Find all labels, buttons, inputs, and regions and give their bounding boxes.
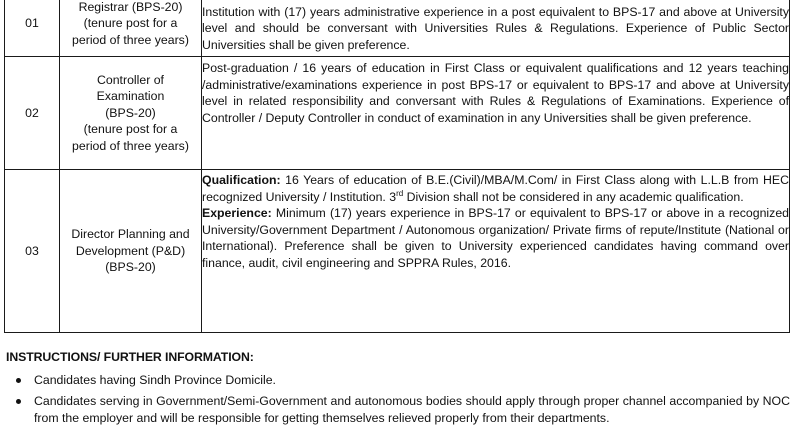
post-title-line: Controller of	[97, 72, 164, 87]
post-title-line: Director Planning and	[71, 227, 190, 242]
criteria-text: Institution with (17) years administrative experience in a post equivalent to BPS-17 and above at University level and should be conversant with Universities Rules & Regulations. Experience of Public Sector Universities shall be given preference.	[202, 4, 789, 52]
qualification-text-continued: Division shall not be considered in any academic qualification.	[406, 189, 744, 204]
post-title-line: (BPS-20)	[105, 105, 156, 120]
experience-label: Experience:	[202, 206, 272, 220]
instruction-text: Candidates having Sindh Province Domicile.	[34, 373, 276, 387]
post-title-line: Registrar (BPS-20)	[78, 0, 183, 14]
post-title-line: Examination	[96, 89, 165, 104]
serial-number: 03	[5, 170, 60, 333]
qualification-text: 16 Years of education of B.E.(Civil)/MBA/M.Com/ in First Class along with L.L.B from HEC recognized University / Institution. 3	[202, 173, 790, 204]
eligibility-criteria	[202, 57, 790, 170]
table-row	[5, 170, 790, 333]
qualification-label: Qualification:	[202, 173, 281, 187]
ordinal-suffix: rd	[396, 188, 404, 198]
post-title-line: period of three years)	[72, 138, 189, 153]
post-title-line: Development (P&D)	[75, 243, 186, 258]
list-item	[4, 393, 790, 427]
post-title-line: period of three years)	[72, 32, 189, 47]
serial-number: 01	[5, 0, 60, 57]
post-title	[60, 0, 202, 57]
eligibility-criteria	[202, 170, 790, 333]
instructions-heading: INSTRUCTIONS/ FURTHER INFORMATION:	[6, 350, 254, 364]
post-title	[60, 170, 202, 333]
post-title-line: (tenure post for a	[83, 16, 178, 31]
positions-table	[4, 0, 790, 333]
post-title	[60, 57, 202, 170]
table-row	[5, 0, 790, 57]
instruction-text: Candidates serving in Government/Semi-Government and autonomous bodies should apply through proper channel accompanied by NOC from the employer and will be responsible for getting themselves relieved properly from their departments.	[34, 394, 790, 425]
list-item	[4, 372, 790, 389]
experience-text: Minimum (17) years experience in BPS-17 or equivalent to BPS-17 or above in a recognized University/Government Department / Autonomous organization/ Private firms of repute/Institute (National or International). Preference shall be given to University experienced candidates having command over finance, audit, civil engineering and SPPRA Rules, 2016.	[202, 206, 789, 270]
post-title-line: (tenure post for a	[83, 122, 178, 137]
instructions-section	[4, 349, 790, 431]
table-row	[5, 57, 790, 170]
experience-paragraph	[202, 205, 789, 271]
criteria-text: Post-graduation / 16 years of education in First Class or equivalent qualifications and 12 years teaching /administrative/examinations experience in post BPS-17 or equivalent to BPS-17 and above at University level in related responsibility and conversant with Rules & Regulations of Examinations. Experience of Controller / Deputy Controller in conduct of examination in any Universities shall be given preference.	[202, 61, 789, 125]
bullet-icon	[16, 378, 21, 383]
serial-number: 02	[5, 57, 60, 170]
eligibility-criteria	[202, 0, 790, 57]
post-title-line: (BPS-20)	[105, 260, 156, 275]
bullet-icon	[16, 399, 21, 404]
qualification-paragraph	[202, 172, 789, 205]
